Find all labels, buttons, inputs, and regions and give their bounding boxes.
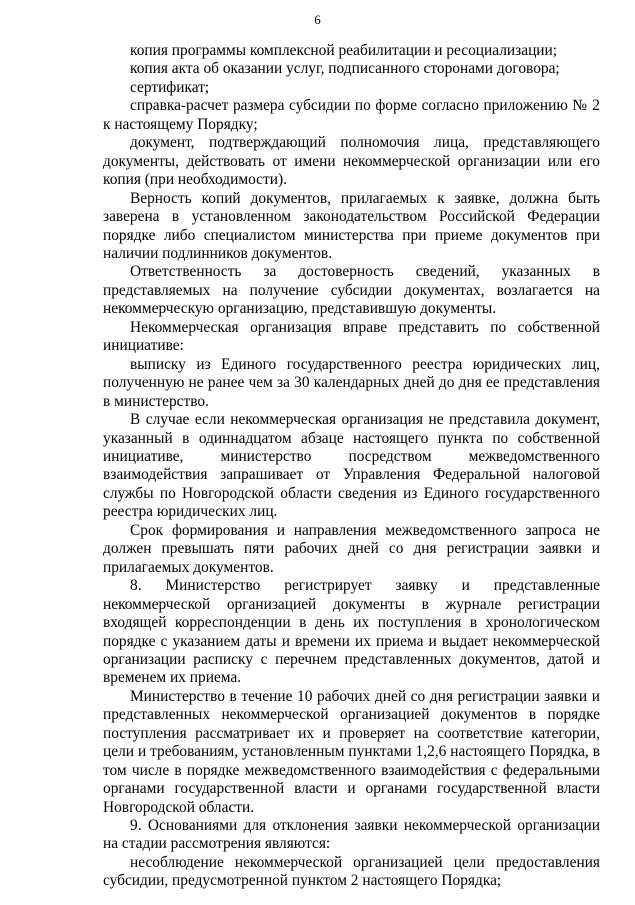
paragraph-responsibility: Ответственность за достоверность сведений, указанных в представляемых на получение субсидии документах, возлагается на некоммерческую организацию, представившую документы. — [103, 263, 600, 318]
paragraph-act-copy: копия акта об оказании услуг, подписанного сторонами договора; — [130, 60, 560, 78]
paragraph-noncompliance: несоблюдение некоммерческой организацией цели предоставления субсидии, предусмотренной пунктом 2 настоящего Порядка; — [103, 853, 600, 890]
paragraph-program-copy: копия программы комплексной реабилитации и ресоциализации; — [130, 42, 558, 59]
paragraph-review-period: Министерство в течение 10 рабочих дней со дня регистрации заявки и представленных некоммерческой организацией документов в порядке поступления рассматривает их и проверяет на соответствие категории, цели и требованиям, установленным пунктами 1,2,6 настоящего Порядка, в том числе в порядке межведомственного взаимодействия с федеральными органами государственной власти и органами государственной власти Новгородской области. — [103, 687, 600, 816]
paragraph-authority-document: документ, подтверждающий полномочия лица, представляющего документы, действовать от имени некоммерческой организации или его копия (при необходимости). — [103, 134, 600, 189]
paragraph-request-deadline: Срок формирования и направления межведомственного запроса не должен превышать пяти рабочих дней со дня регистрации заявки и прилагаемых документов. — [103, 521, 600, 576]
page-number: 6 — [314, 12, 321, 27]
paragraph-section-8: 8. Министерство регистрирует заявку и представленные некоммерческой организацией документы в журнале регистрации входящей корреспонденции в день их поступления в хронологическом порядке с указанием даты и времени их приема и выдает некоммерческой организации расписку с перечнем представленных документов, датой и временем их приема. — [103, 577, 600, 687]
paragraph-interagency-request: В случае если некоммерческая организация не представила документ, указанный в одиннадцатом абзаце настоящего пункта по собственной инициативе, министерство посредством межведомственного взаимодействия запрашивает от Управления Федеральной налоговой службы по Новгородской области сведения из Единого государственного реестра юридических лиц. — [103, 411, 600, 521]
paragraph-subsidy-calculation: справка-расчет размера субсидии по форме согласно приложению № 2 к настоящему Порядку; — [103, 97, 600, 133]
paragraph-own-initiative: Некоммерческая организация вправе представить по собственной инициативе: — [103, 318, 600, 355]
paragraph-certificate: сертификат; — [130, 78, 210, 96]
paragraph-section-9: 9. Основаниями для отклонения заявки некоммерческой организации на стадии рассмотрения являются: — [103, 817, 600, 853]
paragraph-copy-certification: Верность копий документов, прилагаемых к заявке, должна быть заверена в установленном законодательством Российской Федерации порядке либо специалистом министерства при приеме документов при наличии подлинников документов. — [103, 189, 600, 262]
document-body — [103, 42, 600, 891]
paragraph-registry-extract: выписку из Единого государственного реестра юридических лиц, полученную не ранее чем за 30 календарных дней до дня ее представления в министерство. — [103, 355, 600, 410]
